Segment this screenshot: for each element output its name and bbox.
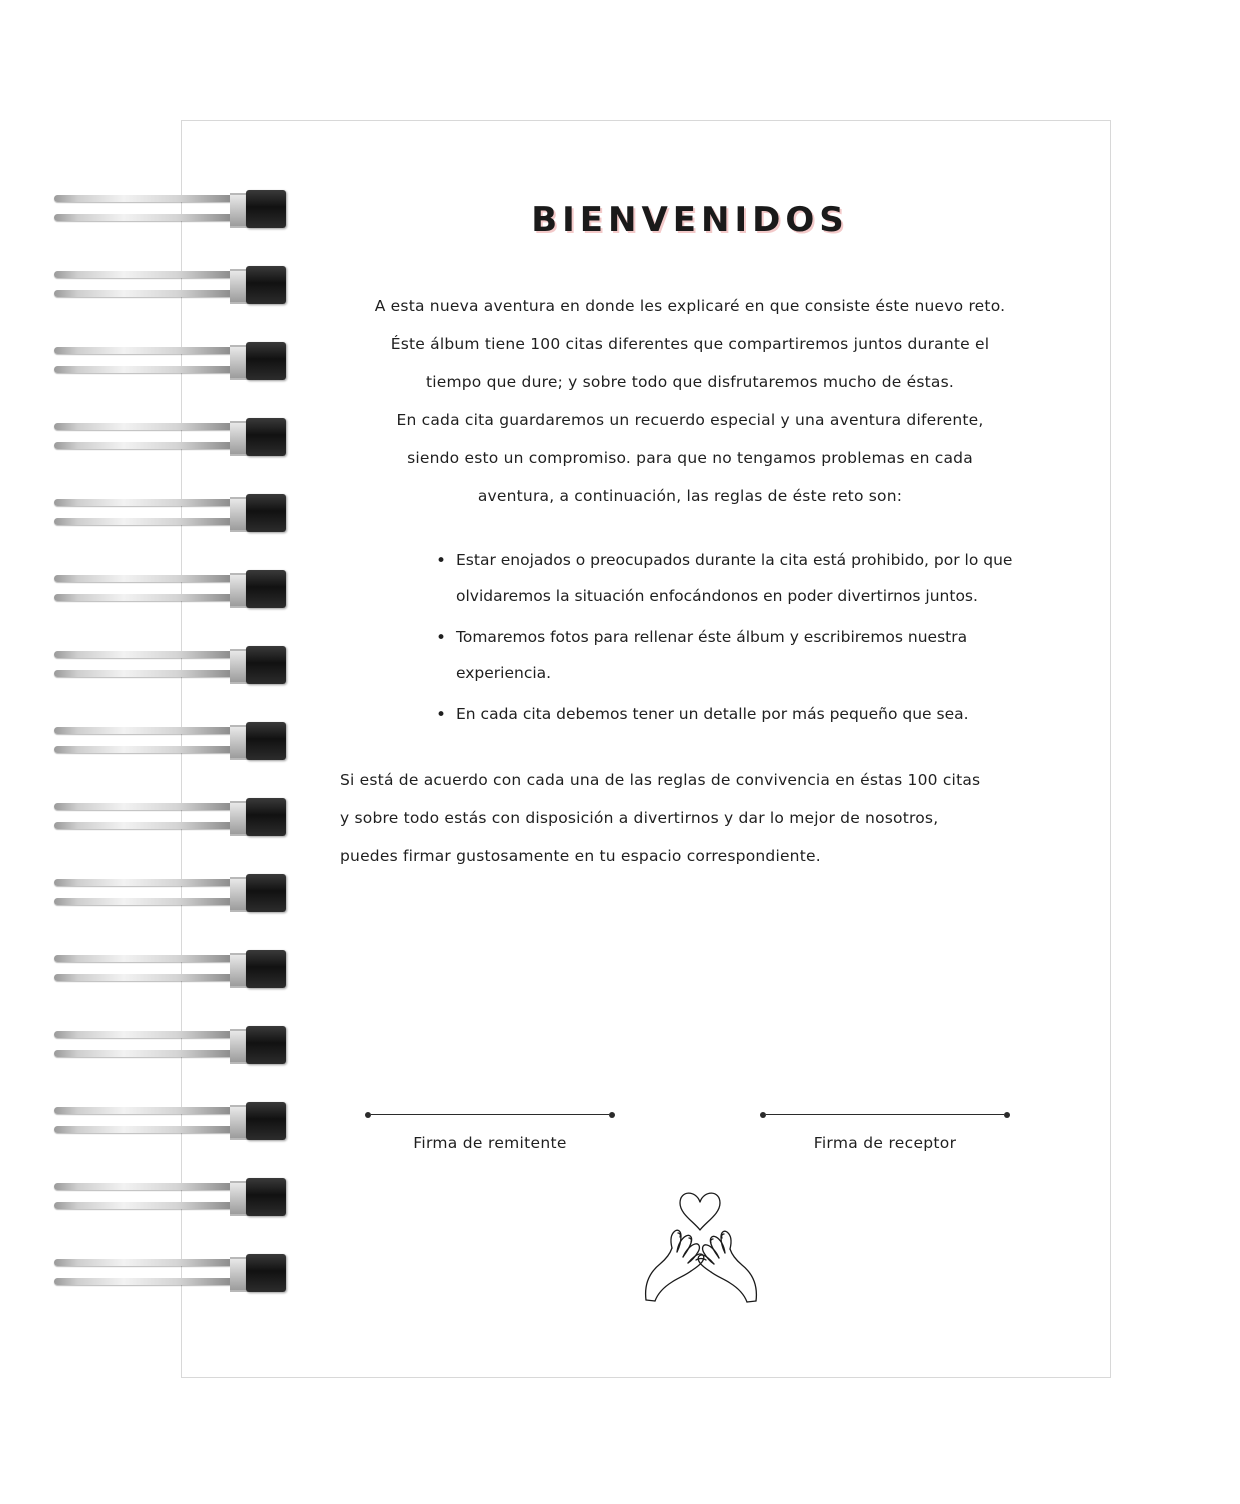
spiral-ring: [50, 1178, 288, 1222]
spiral-wire: [54, 423, 254, 430]
hands-heart-illustration: [610, 1160, 790, 1310]
spiral-clamp: [246, 1178, 286, 1216]
spiral-ring: [50, 1102, 288, 1146]
page-title: BIENVENIDOS: [531, 200, 849, 240]
spiral-wire: [54, 651, 254, 658]
spiral-clamp: [246, 950, 286, 988]
line-rule: [371, 1114, 609, 1115]
spiral-wire: [54, 1107, 254, 1114]
signature-label: Firma de remitente: [413, 1134, 567, 1152]
intro-line: A esta nueva aventura en donde les explicaré en que consiste éste nuevo reto.: [374, 297, 1006, 315]
spiral-wire: [54, 366, 254, 373]
spiral-wire: [54, 1259, 254, 1266]
spiral-clamp: [246, 722, 286, 760]
spiral-ring: [50, 950, 288, 994]
signature-block-receiver[interactable]: [760, 1110, 1010, 1152]
spiral-ring: [50, 342, 288, 386]
spiral-clamp: [246, 874, 286, 912]
spiral-wire: [54, 575, 254, 582]
spiral-ring: [50, 1254, 288, 1298]
spiral-wire: [54, 1031, 254, 1038]
closing-paragraph: [340, 762, 1040, 876]
spiral-clamp: [246, 570, 286, 608]
spiral-wire: [54, 727, 254, 734]
spiral-wire: [54, 1126, 254, 1133]
spiral-ring: [50, 1026, 288, 1070]
spiral-wire: [54, 822, 254, 829]
spiral-clamp: [246, 1026, 286, 1064]
spiral-ring: [50, 722, 288, 766]
spiral-wire: [54, 670, 254, 677]
rules-list: [418, 542, 1040, 732]
spiral-wire: [54, 594, 254, 601]
spiral-ring: [50, 494, 288, 538]
signature-line[interactable]: [365, 1110, 615, 1120]
spiral-wire: [54, 803, 254, 810]
spiral-ring: [50, 190, 288, 234]
spiral-wire: [54, 290, 254, 297]
spiral-ring: [50, 798, 288, 842]
spiral-wire: [54, 955, 254, 962]
dot-icon: [1004, 1112, 1010, 1118]
spiral-ring: [50, 874, 288, 918]
spiral-ring: [50, 646, 288, 690]
list-item: • Estar enojados o preocupados durante la cita está prohibido, por lo que olvidaremos la situación enfocándonos en poder divertirnos juntos.: [436, 542, 1016, 615]
intro-line: En cada cita guardaremos un recuerdo especial y una aventura diferente,: [396, 410, 984, 429]
spiral-ring: [50, 266, 288, 310]
spiral-clamp: [246, 342, 286, 380]
spiral-binding: [50, 190, 295, 1330]
signature-label: Firma de receptor: [813, 1134, 957, 1152]
page-content: [340, 200, 1040, 876]
spiral-clamp: [246, 646, 286, 684]
spiral-wire: [54, 974, 254, 981]
spiral-wire: [54, 214, 254, 221]
intro-line: tiempo que dure; y sobre todo que disfrutaremos mucho de éstas.: [425, 372, 955, 391]
spiral-wire: [54, 898, 254, 905]
dot-icon: [609, 1112, 615, 1118]
spiral-wire: [54, 499, 254, 506]
closing-line: y sobre todo estás con disposición a divertirnos y dar lo mejor de nosotros,: [340, 808, 939, 827]
spiral-wire: [54, 347, 254, 354]
spiral-clamp: [246, 1254, 286, 1292]
spiral-wire: [54, 1278, 254, 1285]
closing-line: Si está de acuerdo con cada una de las reglas de convivencia en éstas 100 citas: [340, 770, 981, 789]
spiral-ring: [50, 418, 288, 462]
spiral-wire: [54, 879, 254, 886]
closing-line: puedes firmar gustosamente en tu espacio correspondiente.: [340, 846, 821, 865]
intro-line: Éste álbum tiene 100 citas diferentes que compartiremos juntos durante el: [390, 334, 990, 353]
line-rule: [766, 1114, 1004, 1115]
spiral-wire: [54, 271, 254, 278]
spiral-wire: [54, 1202, 254, 1209]
list-item: • Tomaremos fotos para rellenar éste álbum y escribiremos nuestra experiencia.: [436, 619, 1016, 692]
spiral-wire: [54, 442, 254, 449]
spiral-wire: [54, 1183, 254, 1190]
spiral-ring: [50, 570, 288, 614]
spiral-wire: [54, 1050, 254, 1057]
spiral-wire: [54, 518, 254, 525]
signature-line[interactable]: [760, 1110, 1010, 1120]
spiral-clamp: [246, 494, 286, 532]
spiral-clamp: [246, 798, 286, 836]
intro-line: siendo esto un compromiso. para que no tengamos problemas en cada: [407, 448, 973, 467]
spiral-wire: [54, 195, 254, 202]
spiral-clamp: [246, 266, 286, 304]
list-item: • En cada cita debemos tener un detalle por más pequeño que sea.: [436, 696, 1016, 732]
signature-block-sender[interactable]: [365, 1110, 615, 1152]
spiral-clamp: [246, 1102, 286, 1140]
intro-line: aventura, a continuación, las reglas de éste reto son:: [477, 486, 903, 505]
spiral-clamp: [246, 190, 286, 228]
intro-paragraph: [340, 288, 1040, 516]
spiral-wire: [54, 746, 254, 753]
spiral-clamp: [246, 418, 286, 456]
